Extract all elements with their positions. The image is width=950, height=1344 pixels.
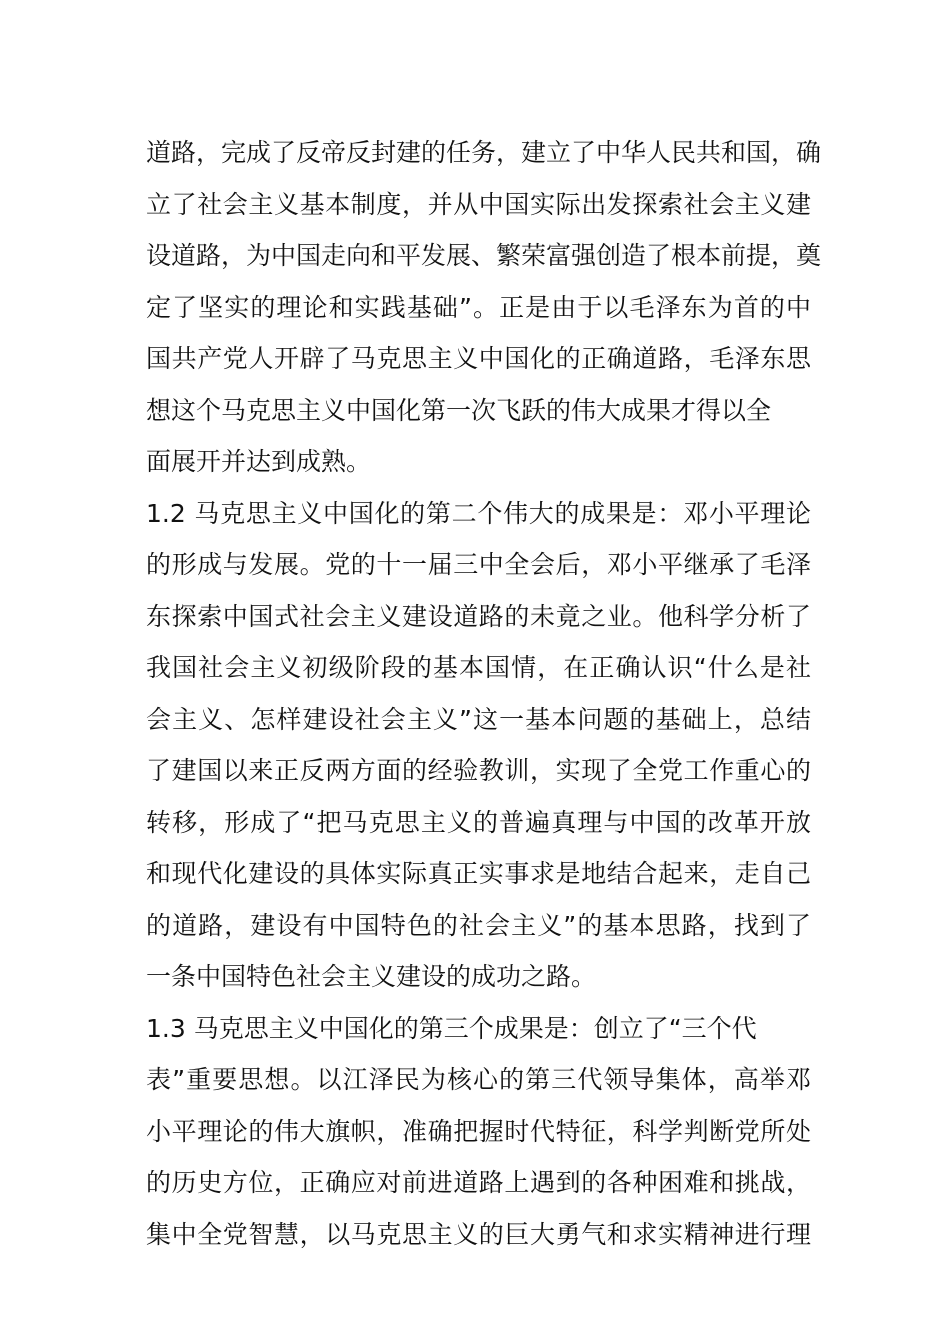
text-line-3: 设道路，为中国走向和平发展、繁荣富强创造了根本前提，奠 bbox=[146, 241, 822, 270]
text-line-6: 想这个马克思主义中国化第一次飞跃的伟大成果才得以全 bbox=[146, 395, 772, 425]
text-line-2: 立了社会主义基本制度，并从中国实际出发探索社会主义建 bbox=[146, 189, 811, 219]
text-line-12: 会主义、怎样建设社会主义”这一基本问题的基础上，总结 bbox=[146, 704, 811, 734]
section-1-2-heading-line: 1.2 马克思主义中国化的第二个伟大的成果是：邓小平理论 bbox=[146, 498, 811, 528]
text-line-15: 和现代化建设的具体实际真正实事求是地结合起来，走自己 bbox=[146, 859, 811, 888]
text-line-13: 了建国以来正反两方面的经验教训，实现了全党工作重心的 bbox=[146, 756, 811, 785]
text-line-4: 定了坚实的理论和实践基础”。正是由于以毛泽东为首的中 bbox=[146, 292, 811, 322]
text-line-9: 的形成与发展。党的十一届三中全会后，邓小平继承了毛泽 bbox=[146, 550, 811, 579]
text-line-22: 集中全党智慧，以马克思主义的巨大勇气和求实精神进行理 bbox=[146, 1219, 811, 1249]
section-1-3-heading-line: 1.3 马克思主义中国化的第三个成果是：创立了“三个代 bbox=[146, 1013, 757, 1043]
text-line-10: 东探索中国式社会主义建设道路的未竟之业。他科学分析了 bbox=[146, 601, 811, 631]
text-line-7: 面展开并达到成熟。 bbox=[146, 447, 372, 476]
text-line-5: 国共产党人开辟了马克思主义中国化的正确道路，毛泽东思 bbox=[146, 344, 811, 373]
text-line-14: 转移，形成了“把马克思主义的普遍真理与中国的改革开放 bbox=[146, 807, 811, 837]
body-text bbox=[146, 127, 822, 1260]
text-line-16: 的道路，建设有中国特色的社会主义”的基本思路，找到了 bbox=[146, 910, 811, 940]
text-line-11: 我国社会主义初级阶段的基本国情，在正确认识“什么是社 bbox=[146, 653, 811, 682]
text-line-20: 小平理论的伟大旗帜，准确把握时代特征，科学判断党所处 bbox=[146, 1116, 811, 1146]
text-line-19: 表”重要思想。以江泽民为核心的第三代领导集体，高举邓 bbox=[146, 1065, 811, 1094]
text-line-17: 一条中国特色社会主义建设的成功之路。 bbox=[146, 962, 597, 991]
text-line-1: 道路，完成了反帝反封建的任务，建立了中华人民共和国，确 bbox=[146, 138, 822, 167]
text-line-21: 的历史方位，正确应对前进道路上遇到的各种困难和挑战， bbox=[146, 1168, 811, 1197]
